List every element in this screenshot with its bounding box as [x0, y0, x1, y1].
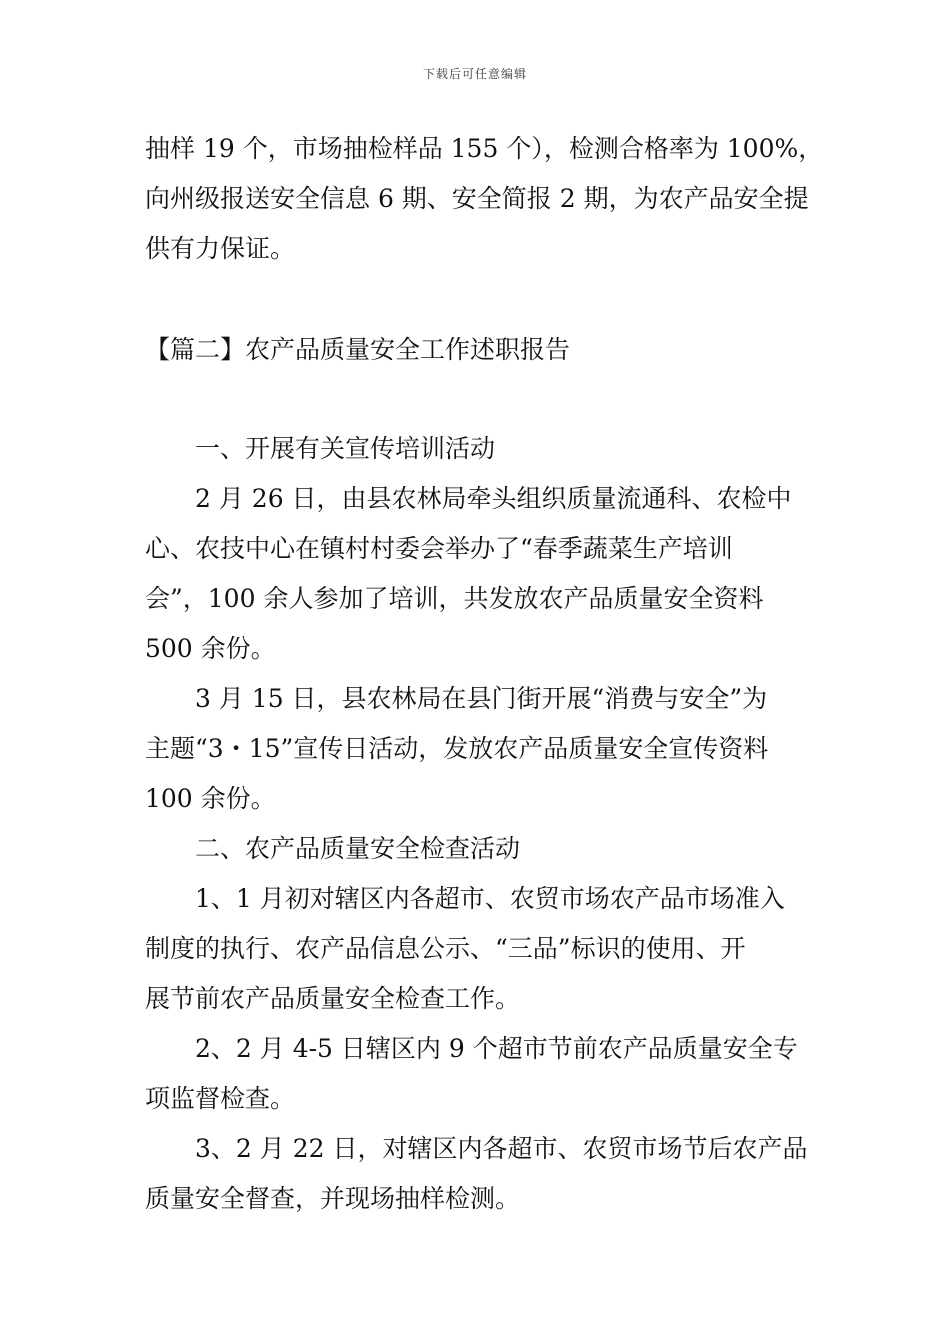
paragraph-line: 100 余份。	[145, 784, 276, 813]
paragraph-line: 3 月 15 日，县农林局在县门街开展“消费与安全”为	[195, 684, 768, 713]
section-heading: 【篇二】农产品质量安全工作述职报告	[145, 335, 571, 364]
paragraph-line: 供有力保证。	[145, 234, 296, 263]
paragraph-line: 会”，100 余人参加了培训，共发放农产品质量安全资料	[145, 584, 764, 613]
page-header-note: 下载后可任意编辑	[422, 67, 527, 81]
paragraph-line: 1、1 月初对辖区内各超市、农贸市场农产品市场准入	[195, 884, 785, 913]
paragraph-line: 展节前农产品质量安全检查工作。	[145, 984, 521, 1013]
paragraph-line: 项监督检查。	[145, 1084, 296, 1113]
paragraph-line: 质量安全督查，并现场抽样检测。	[145, 1184, 521, 1213]
paragraph-line: 2 月 26 日，由县农林局牵头组织质量流通科、农检中	[195, 484, 792, 513]
paragraph-line: 向州级报送安全信息 6 期、安全简报 2 期，为农产品安全提	[145, 184, 809, 213]
paragraph-line: 心、农技中心在镇村村委会举办了“春季蔬菜生产培训	[145, 534, 733, 563]
paragraph-line: 抽样 19 个，市场抽检样品 155 个），检测合格率为 100%，	[145, 134, 824, 163]
paragraph-line: 500 余份。	[145, 634, 276, 663]
paragraph-line: 制度的执行、农产品信息公示、“三品”标识的使用、开	[145, 934, 746, 963]
paragraph-line: 主题“3・15”宣传日活动，发放农产品质量安全宣传资料	[145, 734, 769, 763]
paragraph-line: 2、2 月 4-5 日辖区内 9 个超市节前农产品质量安全专	[195, 1034, 798, 1063]
subheading: 二、农产品质量安全检查活动	[195, 834, 521, 863]
subheading: 一、开展有关宣传培训活动	[195, 434, 496, 463]
paragraph-line: 3、2 月 22 日，对辖区内各超市、农贸市场节后农产品	[195, 1134, 808, 1163]
